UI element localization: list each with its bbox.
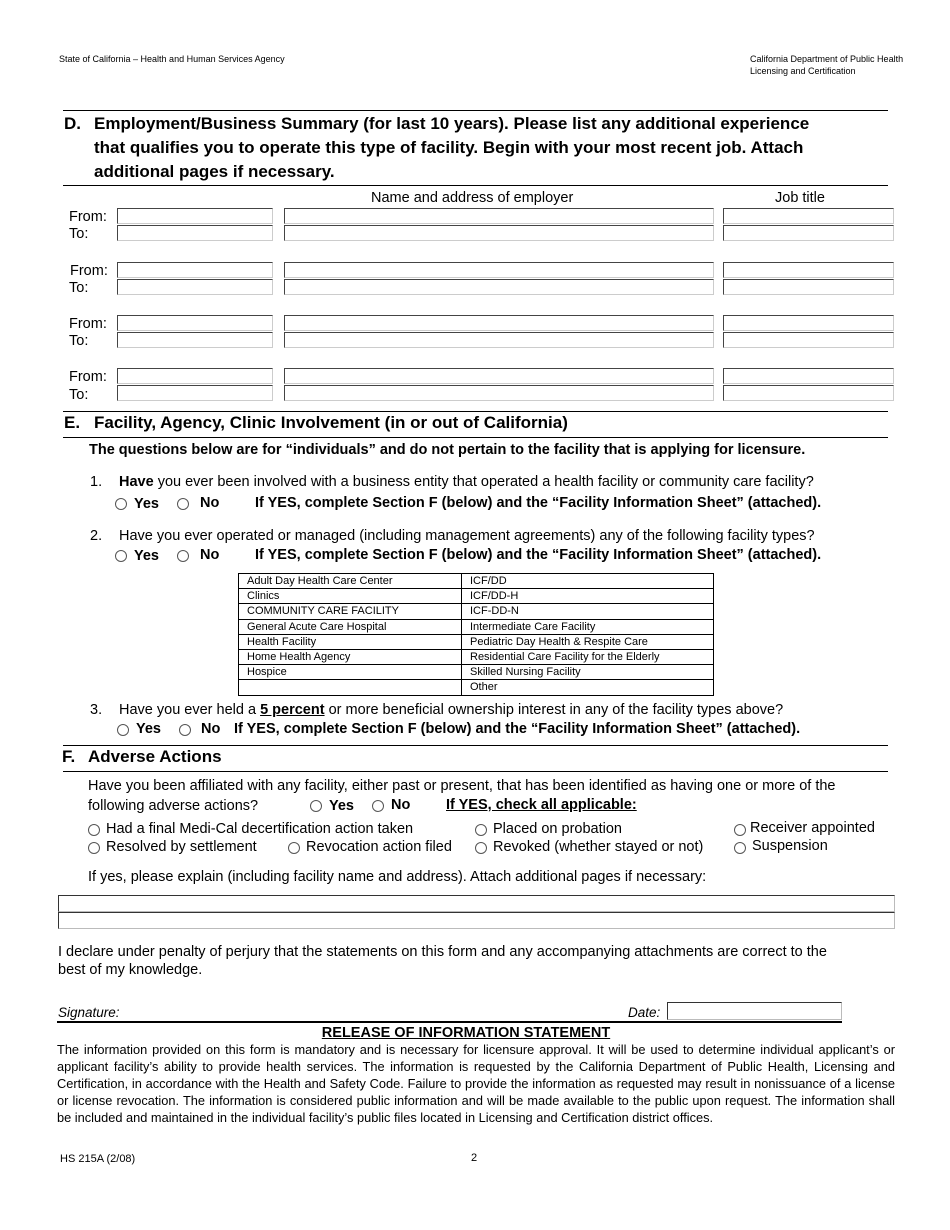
divider: [63, 185, 888, 186]
to-label: To:: [69, 226, 89, 242]
table-row: [239, 604, 714, 619]
table-row: [239, 649, 714, 664]
receiver-label: Receiver appointed: [750, 820, 875, 836]
declaration-line1: I declare under penalty of perjury that the statements on this form and any accompanying attachments are correct to the: [58, 944, 827, 960]
section-f-title: [62, 747, 222, 767]
question-1-bold: Have: [119, 474, 154, 490]
facility-type-cell: General Acute Care Hospital: [239, 619, 462, 634]
revoked-label: Revoked (whether stayed or not): [493, 839, 704, 855]
section-e-intro: The questions below are for “individuals” and do not pertain to the facility that is applying for licensure.: [89, 442, 806, 458]
section-d-title-line3: additional pages if necessary.: [94, 162, 335, 181]
q3-instruction: If YES, complete Section F (below) and the “Facility Information Sheet” (attached).: [234, 721, 801, 737]
division-header: Licensing and Certification: [750, 66, 856, 76]
signature-label: Signature:: [58, 1005, 120, 1020]
facility-type-cell: Health Facility: [239, 634, 462, 649]
probation-radio[interactable]: [475, 824, 487, 836]
q2-instruction: If YES, complete Section F (below) and the “Facility Information Sheet” (attached).: [255, 547, 822, 563]
settlement-label: Resolved by settlement: [106, 839, 257, 855]
revocation-filed-radio[interactable]: [288, 842, 300, 854]
facility-type-cell: Skilled Nursing Facility: [462, 665, 714, 680]
adverse-yes-label: Yes: [329, 798, 354, 814]
adverse-no-radio[interactable]: [372, 800, 384, 812]
employment-from-input[interactable]: [117, 315, 273, 331]
adverse-no-label: No: [391, 797, 411, 813]
department-header: California Department of Public Health: [750, 54, 904, 64]
date-input[interactable]: [667, 1002, 842, 1020]
table-row: [239, 680, 714, 695]
from-label: From:: [69, 209, 107, 225]
check-all-label: If YES, check all applicable:: [446, 797, 637, 813]
q2-yes-label: Yes: [134, 548, 159, 564]
facility-type-cell: [239, 680, 462, 695]
employment-from-input[interactable]: [117, 368, 273, 384]
date-label: Date:: [628, 1005, 661, 1020]
employment-to-input[interactable]: [117, 225, 273, 241]
question-2-number: 2.: [90, 528, 103, 544]
q1-instruction: If YES, complete Section F (below) and the “Facility Information Sheet” (attached).: [255, 495, 822, 511]
job-title-input[interactable]: [723, 332, 894, 348]
probation-label: Placed on probation: [493, 821, 622, 837]
question-1-rest: you ever been involved with a business entity that operated a health facility or community care facility?: [153, 474, 814, 490]
adverse-question-line1: Have you been affiliated with any facility, either past or present, that has been identified as having one or more of the: [88, 778, 836, 794]
divider: [63, 745, 888, 746]
q2-yes-radio[interactable]: [115, 550, 127, 562]
facility-type-cell: ICF-DD-N: [462, 604, 714, 619]
facility-type-cell: ICF/DD: [462, 574, 714, 589]
facility-type-cell: Other: [462, 680, 714, 695]
job-title-input[interactable]: [723, 225, 894, 241]
table-row: [239, 619, 714, 634]
divider: [63, 771, 888, 772]
question-3-text: [119, 702, 783, 718]
table-row: [239, 634, 714, 649]
job-title-input[interactable]: [723, 208, 894, 224]
section-d-title: [64, 112, 809, 184]
question-3-pre: Have you ever held a: [119, 702, 261, 718]
question-3-underlined: 5 percent: [260, 702, 325, 718]
facility-type-cell: Intermediate Care Facility: [462, 619, 714, 634]
facility-type-cell: ICF/DD-H: [462, 589, 714, 604]
job-title-input[interactable]: [723, 385, 894, 401]
facility-type-cell: Adult Day Health Care Center: [239, 574, 462, 589]
section-f-letter: F.: [62, 747, 76, 766]
divider: [63, 110, 888, 111]
employer-column-header: Name and address of employer: [371, 190, 574, 206]
explanation-input[interactable]: [58, 895, 895, 912]
question-2-text: Have you ever operated or managed (including management agreements) any of the following facility types?: [119, 528, 815, 544]
decertification-radio[interactable]: [88, 824, 100, 836]
revocation-filed-label: Revocation action filed: [306, 839, 452, 855]
q3-yes-radio[interactable]: [117, 724, 129, 736]
section-e-title: [64, 413, 568, 433]
explanation-input[interactable]: [58, 912, 895, 929]
revoked-radio[interactable]: [475, 842, 487, 854]
form-id: HS 215A (2/08): [60, 1153, 136, 1165]
suspension-radio[interactable]: [734, 842, 746, 854]
settlement-radio[interactable]: [88, 842, 100, 854]
table-row: [239, 574, 714, 589]
from-label: From:: [69, 369, 107, 385]
q2-no-radio[interactable]: [177, 550, 189, 562]
employment-to-input[interactable]: [117, 279, 273, 295]
facility-type-cell: Pediatric Day Health & Respite Care: [462, 634, 714, 649]
to-label: To:: [69, 280, 89, 296]
facility-type-cell: Residential Care Facility for the Elderly: [462, 649, 714, 664]
divider: [63, 437, 888, 438]
q2-no-label: No: [200, 547, 220, 563]
facility-type-cell: COMMUNITY CARE FACILITY: [239, 604, 462, 619]
q3-yes-label: Yes: [136, 721, 161, 737]
employment-to-input[interactable]: [117, 385, 273, 401]
section-e-title-text: Facility, Agency, Clinic Involvement (in or out of California): [94, 413, 568, 432]
section-d-title-line2: that qualifies you to operate this type of facility. Begin with your most recent job. Attach: [94, 138, 804, 157]
table-row: [239, 589, 714, 604]
job-title-column-header: Job title: [775, 190, 825, 206]
divider: [63, 411, 888, 412]
question-1-number: 1.: [90, 474, 103, 490]
employment-to-input[interactable]: [117, 332, 273, 348]
from-label: From:: [69, 316, 107, 332]
facility-types-table: [238, 573, 714, 696]
job-title-input[interactable]: [723, 279, 894, 295]
job-title-input[interactable]: [723, 262, 894, 278]
adverse-question-line2: following adverse actions?: [88, 798, 259, 814]
from-label: From:: [70, 263, 108, 279]
decertification-label: Had a final Medi-Cal decertification action taken: [106, 821, 414, 837]
employer-input[interactable]: [284, 208, 714, 224]
declaration-line2: best of my knowledge.: [58, 962, 203, 978]
question-3-number: 3.: [90, 702, 103, 718]
explain-label: If yes, please explain (including facility name and address). Attach additional pages if necessary:: [88, 869, 707, 885]
employment-from-input[interactable]: [117, 262, 273, 278]
facility-type-cell: Home Health Agency: [239, 649, 462, 664]
question-1-text: [119, 474, 814, 490]
to-label: To:: [69, 333, 89, 349]
adverse-yes-radio[interactable]: [310, 800, 322, 812]
signature-line[interactable]: [57, 1021, 842, 1023]
employer-input[interactable]: [284, 262, 714, 278]
q1-yes-label: Yes: [134, 496, 159, 512]
q1-yes-radio[interactable]: [115, 498, 127, 510]
release-body: The information provided on this form is mandatory and is necessary for licensure approval. It will be used to determine individual applicant’s or applicant facility’s ability to provide health services. The information is requested by the California Department of Public Health, Licensing and Certification, in accordance with the Health and Safety Code. Failure to provide the information as requested may result in nonissuance of a license or license revocation. The information is considered public information and will be made available to the public upon request. The information shall be included and maintained in the individual facility’s public files located in Licensing and Certification district offices.: [57, 1042, 895, 1125]
facility-type-cell: Hospice: [239, 665, 462, 680]
facility-type-cell: Clinics: [239, 589, 462, 604]
employer-input[interactable]: [284, 332, 714, 348]
section-f-title-text: Adverse Actions: [88, 747, 222, 766]
employer-input[interactable]: [284, 368, 714, 384]
employer-input[interactable]: [284, 225, 714, 241]
section-d-title-line1: Employment/Business Summary (for last 10 years). Please list any additional experience: [94, 114, 810, 133]
q3-no-radio[interactable]: [179, 724, 191, 736]
employment-from-input[interactable]: [117, 208, 273, 224]
suspension-label: Suspension: [752, 838, 828, 854]
section-e-letter: E.: [64, 413, 81, 432]
job-title-input[interactable]: [723, 315, 894, 331]
job-title-input[interactable]: [723, 368, 894, 384]
page-number: 2: [471, 1152, 478, 1164]
receiver-radio[interactable]: [734, 824, 746, 836]
employer-input[interactable]: [284, 279, 714, 295]
table-row: [239, 665, 714, 680]
q1-no-radio[interactable]: [177, 498, 189, 510]
employer-input[interactable]: [284, 315, 714, 331]
release-title: RELEASE OF INFORMATION STATEMENT: [321, 1025, 611, 1041]
q1-no-label: No: [200, 495, 220, 511]
question-3-post: or more beneficial ownership interest in any of the facility types above?: [324, 702, 784, 718]
employer-input[interactable]: [284, 385, 714, 401]
to-label: To:: [69, 387, 89, 403]
section-d-letter: D.: [64, 114, 81, 133]
agency-header: State of California – Health and Human Services Agency: [59, 54, 285, 64]
q3-no-label: No: [201, 721, 221, 737]
